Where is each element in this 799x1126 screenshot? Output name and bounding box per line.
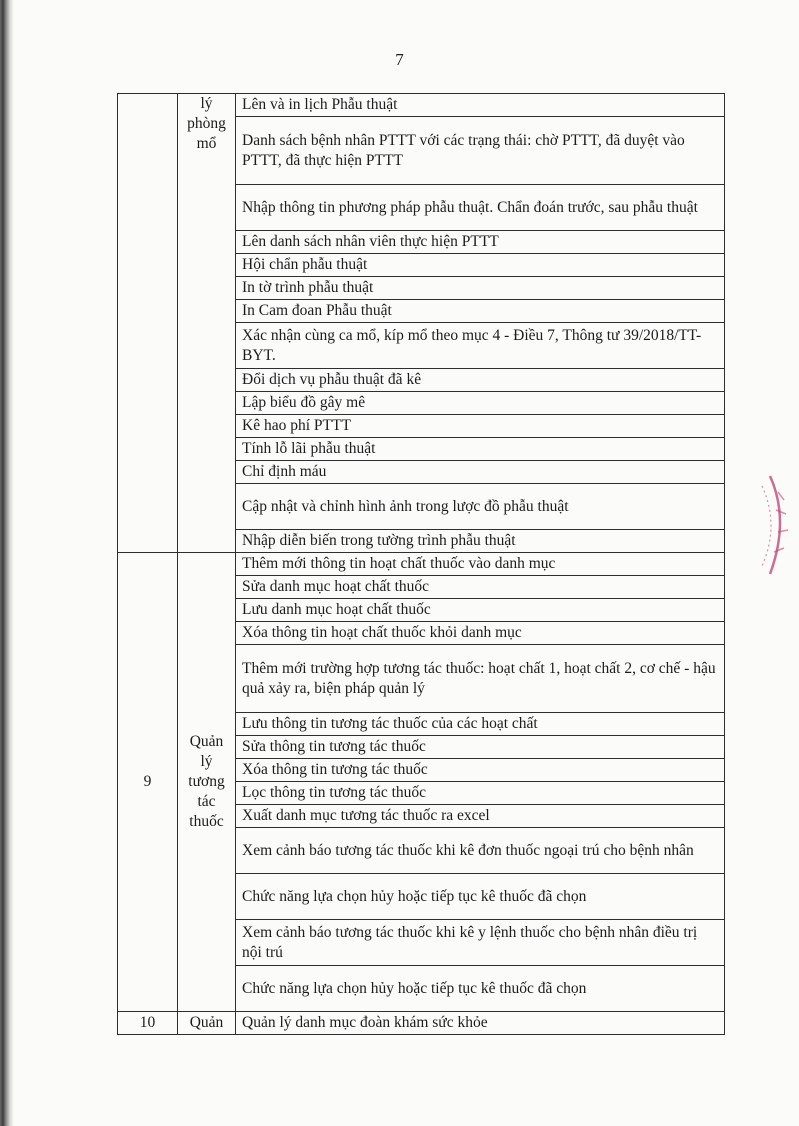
feature-cell: Đổi dịch vụ phẫu thuật đã kê <box>236 369 725 392</box>
feature-cell: Tính lỗ lãi phẫu thuật <box>236 438 725 461</box>
group-name-cell <box>178 94 236 553</box>
feature-cell: Quản lý danh mục đoàn khám sức khỏe <box>236 1012 725 1035</box>
group-name-line: tương <box>188 773 225 790</box>
feature-cell: Cập nhật và chỉnh hình ảnh trong lược đồ phẫu thuật <box>236 484 725 530</box>
feature-cell: Danh sách bệnh nhân PTTT với các trạng thái: chờ PTTT, đã duyệt vào PTTT, đã thực hiện PTTT <box>236 117 725 185</box>
feature-cell: Xuất danh mục tương tác thuốc ra excel <box>236 805 725 828</box>
group-name-line: phòng <box>187 115 226 132</box>
feature-cell: Nhập thông tin phương pháp phẫu thuật. Chẩn đoán trước, sau phẫu thuật <box>236 185 725 231</box>
feature-cell: Lên danh sách nhân viên thực hiện PTTT <box>236 231 725 254</box>
feature-cell: Lưu thông tin tương tác thuốc của các hoạt chất <box>236 713 725 736</box>
feature-cell: Lưu danh mục hoạt chất thuốc <box>236 599 725 622</box>
feature-cell: Lập biểu đồ gây mê <box>236 392 725 415</box>
feature-cell: Lên và in lịch Phẫu thuật <box>236 94 725 117</box>
stt-cell-empty <box>118 94 178 553</box>
group-name-cell: Quản <box>178 1012 236 1035</box>
group-name-line: lý <box>200 95 213 112</box>
table-row <box>118 94 725 117</box>
stt-cell: 10 <box>118 1012 178 1035</box>
feature-cell: Nhập diễn biến trong tường trình phẫu thuật <box>236 530 725 553</box>
stt-cell: 9 <box>118 553 178 1012</box>
feature-cell: In Cam đoan Phẫu thuật <box>236 300 725 323</box>
feature-cell: Kê hao phí PTTT <box>236 415 725 438</box>
group-name-line: tác <box>197 793 216 810</box>
function-table <box>117 93 725 1035</box>
feature-cell: Xóa thông tin tương tác thuốc <box>236 759 725 782</box>
table-row <box>118 1012 725 1035</box>
feature-cell: Xác nhận cùng ca mổ, kíp mổ theo mục 4 - Điều 7, Thông tư 39/2018/TT-BYT. <box>236 323 725 369</box>
feature-cell: Xem cảnh báo tương tác thuốc khi kê y lệnh thuốc cho bệnh nhân điều trị nội trú <box>236 920 725 966</box>
feature-cell: Xem cảnh báo tương tác thuốc khi kê đơn thuốc ngoại trú cho bệnh nhân <box>236 828 725 874</box>
feature-cell: Sửa danh mục hoạt chất thuốc <box>236 576 725 599</box>
stamp-mark <box>760 470 799 580</box>
feature-cell: Chức năng lựa chọn hủy hoặc tiếp tục kê thuốc đã chọn <box>236 874 725 920</box>
feature-cell: Sửa thông tin tương tác thuốc <box>236 736 725 759</box>
table-row <box>118 553 725 576</box>
group-name-cell <box>178 553 236 1012</box>
feature-cell: Thêm mới thông tin hoạt chất thuốc vào danh mục <box>236 553 725 576</box>
group-name-line: thuốc <box>189 813 224 830</box>
feature-cell: Thêm mới trường hợp tương tác thuốc: hoạt chất 1, hoạt chất 2, cơ chế - hậu quả xảy ra, biện pháp quản lý <box>236 645 725 713</box>
group-name-line: Quản <box>189 733 224 750</box>
feature-cell: In tờ trình phẫu thuật <box>236 277 725 300</box>
feature-cell: Lọc thông tin tương tác thuốc <box>236 782 725 805</box>
feature-cell: Hội chẩn phẫu thuật <box>236 254 725 277</box>
feature-cell: Chỉ định máu <box>236 461 725 484</box>
binding-edge <box>0 0 14 1126</box>
group-name-line: mổ <box>196 135 217 152</box>
group-name-line: lý <box>200 753 213 770</box>
feature-cell: Chức năng lựa chọn hủy hoặc tiếp tục kê thuốc đã chọn <box>236 966 725 1012</box>
page-number: 7 <box>395 50 404 69</box>
feature-cell: Xóa thông tin hoạt chất thuốc khỏi danh mục <box>236 622 725 645</box>
